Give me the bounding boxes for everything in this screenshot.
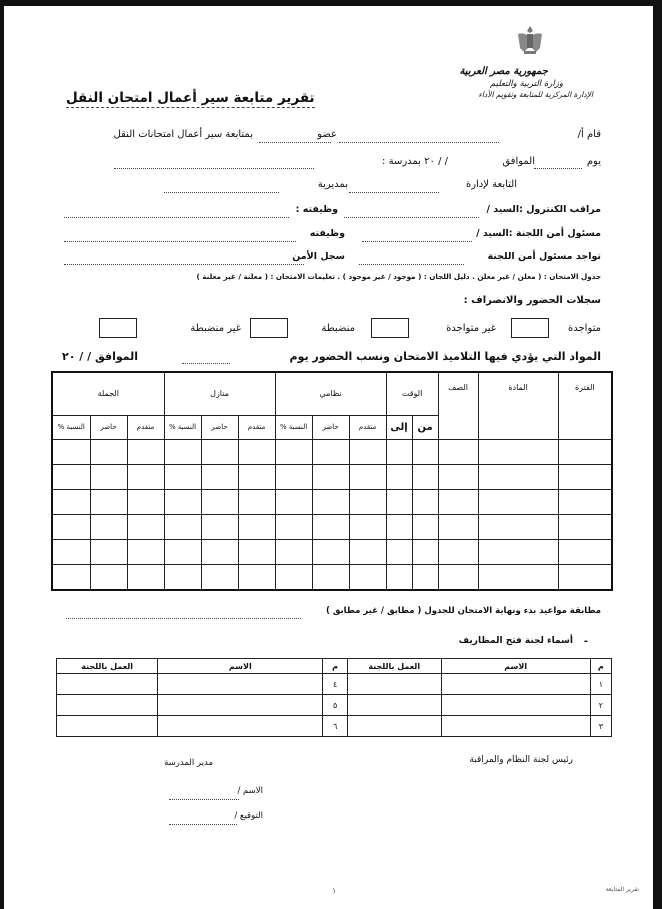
ministry-name: وزارة التربية والتعليم xyxy=(490,79,563,89)
school-director-label: مدير المدرسة xyxy=(164,758,213,768)
subjects-table-cell[interactable] xyxy=(201,565,238,590)
subjects-table-cell[interactable] xyxy=(438,515,478,540)
subjects-table-cell[interactable] xyxy=(90,439,127,464)
subjects-table-cell[interactable] xyxy=(127,439,164,464)
subjects-table-cell[interactable] xyxy=(558,565,612,590)
option-ok-checkbox[interactable] xyxy=(250,318,288,338)
subjects-table-cell[interactable] xyxy=(238,515,275,540)
option-not-ok-checkbox[interactable] xyxy=(99,318,137,338)
line4-dots-a[interactable] xyxy=(344,217,479,218)
line6-label-a: تواجد مسئول أمن اللجنة xyxy=(487,251,601,262)
subjects-table-cell[interactable] xyxy=(349,439,386,464)
committee-num: ٤ xyxy=(323,674,348,695)
subjects-table-cell[interactable] xyxy=(90,464,127,489)
signature-label: التوقيع / xyxy=(234,811,263,821)
line1-label-c: بمتابعة سير أعمال امتحانات النقل xyxy=(113,129,253,140)
subjects-table-row xyxy=(52,540,612,565)
subjects-table-cell[interactable] xyxy=(312,489,349,514)
committee-head-num-right: م xyxy=(590,659,611,674)
subjects-table-cell[interactable] xyxy=(275,464,312,489)
subjects-table-cell[interactable] xyxy=(349,464,386,489)
subjects-table-cell[interactable] xyxy=(238,540,275,565)
committee-head-signature-label: رئيس لجنة النظام والمراقبة xyxy=(469,755,573,765)
subjects-table-cell[interactable] xyxy=(386,515,412,540)
header-time-from: من xyxy=(412,415,438,439)
committee-num: ٣ xyxy=(590,716,611,737)
committee-name-cell[interactable] xyxy=(441,674,590,695)
subjects-table-row xyxy=(52,515,612,540)
option-present-checkbox[interactable] xyxy=(511,318,549,338)
subjects-table-cell[interactable] xyxy=(412,565,438,590)
line3-dots-b[interactable] xyxy=(164,192,279,193)
subjects-table-cell[interactable] xyxy=(349,515,386,540)
line1-label-b: عضو xyxy=(317,129,337,140)
committee-table xyxy=(56,658,612,737)
line5-label-b: وظيفته xyxy=(309,228,345,239)
committee-num: ٦ xyxy=(323,716,348,737)
committee-work-cell[interactable] xyxy=(57,674,158,695)
subjects-table-cell[interactable] xyxy=(164,439,201,464)
subjects-table-cell[interactable] xyxy=(312,565,349,590)
subjects-table-cell[interactable] xyxy=(438,464,478,489)
header-home-present: حاضر xyxy=(201,415,238,439)
subjects-table-cell[interactable] xyxy=(275,540,312,565)
subjects-table-cell[interactable] xyxy=(164,540,201,565)
option-present-label: متواجدة xyxy=(568,323,601,334)
subjects-table-cell[interactable] xyxy=(90,489,127,514)
line3-label-a: التابعة لإدارة xyxy=(465,179,517,190)
document-page xyxy=(4,6,653,909)
subjects-table-cell[interactable] xyxy=(349,565,386,590)
header-total: الجملة xyxy=(52,372,164,415)
header-period: الفترة xyxy=(558,372,612,439)
subjects-table-cell[interactable] xyxy=(238,464,275,489)
option-not-ok-label: غير منضبطة xyxy=(190,323,241,334)
subjects-table-cell[interactable] xyxy=(201,464,238,489)
line1-dots-b[interactable] xyxy=(259,142,331,143)
subjects-heading: المواد التي يؤدي فيها التلاميذ الامتحان ونسب الحضور يوم xyxy=(289,350,601,363)
subjects-table-cell[interactable] xyxy=(478,515,558,540)
subjects-table-row xyxy=(52,439,612,464)
subjects-table-cell[interactable] xyxy=(164,515,201,540)
subjects-table-cell[interactable] xyxy=(558,464,612,489)
committee-work-cell[interactable] xyxy=(347,695,441,716)
header-regular-applied: متقدم xyxy=(349,415,386,439)
header-regular-percent: النسبة % xyxy=(275,415,312,439)
header-home: منازل xyxy=(164,372,275,415)
option-absent-label: غير متواجدة xyxy=(446,323,496,334)
subjects-table-cell[interactable] xyxy=(312,540,349,565)
subjects-table-cell[interactable] xyxy=(412,464,438,489)
line6-dots-b[interactable] xyxy=(64,264,304,265)
corner-note: تقرير المتابعة xyxy=(605,886,639,893)
line3-dots-a[interactable] xyxy=(349,192,439,193)
eagle-emblem-icon xyxy=(514,24,546,56)
subjects-table-cell[interactable] xyxy=(349,540,386,565)
header-subject: المادة xyxy=(478,372,558,439)
subjects-table-cell[interactable] xyxy=(275,565,312,590)
exam-schedule-line: جدول الامتحان : ( معلن / غير معلن . دليل اللجان : ( موجود / غير موجود ) . تعليمات الامتحان : ( معلنة / غير معلنة ) xyxy=(196,272,601,281)
subjects-table-cell[interactable] xyxy=(127,464,164,489)
subjects-table-cell[interactable] xyxy=(438,489,478,514)
subjects-table-cell[interactable] xyxy=(412,515,438,540)
committee-num: ٥ xyxy=(323,695,348,716)
subjects-table-cell[interactable] xyxy=(438,540,478,565)
subjects-table-cell[interactable] xyxy=(52,464,90,489)
committee-work-cell[interactable] xyxy=(347,716,441,737)
line4-label-a: مراقب الكنترول :السيد / xyxy=(486,204,601,215)
line2-dots-b[interactable] xyxy=(114,168,314,169)
committee-num: ١ xyxy=(590,674,611,695)
subjects-table-cell[interactable] xyxy=(90,565,127,590)
subjects-table-cell[interactable] xyxy=(52,489,90,514)
committee-work-cell[interactable] xyxy=(57,716,158,737)
subjects-table xyxy=(51,371,613,591)
line2-label-c: / / ٢٠ بمدرسة : xyxy=(382,156,448,167)
subjects-table-cell[interactable] xyxy=(478,489,558,514)
line6-label-b: سجل الأمن xyxy=(292,251,345,262)
subjects-table-row xyxy=(52,489,612,514)
header-regular-present: حاضر xyxy=(312,415,349,439)
line2-label-b: الموافق xyxy=(502,156,535,167)
subjects-table-cell[interactable] xyxy=(275,489,312,514)
subjects-table-cell[interactable] xyxy=(412,540,438,565)
subjects-table-cell[interactable] xyxy=(312,439,349,464)
subjects-table-cell[interactable] xyxy=(127,540,164,565)
committee-dash: - xyxy=(583,636,588,647)
subjects-table-cell[interactable] xyxy=(438,565,478,590)
subjects-table-cell[interactable] xyxy=(164,489,201,514)
subjects-table-cell[interactable] xyxy=(127,515,164,540)
department-name: الإدارة المركزية للمتابعة وتقويم الأداء xyxy=(478,90,593,99)
subjects-table-cell[interactable] xyxy=(238,439,275,464)
line5-label-a: مسئول أمن اللجنة :السيد / xyxy=(476,228,601,239)
subjects-table-cell[interactable] xyxy=(412,439,438,464)
subjects-table-cell[interactable] xyxy=(201,439,238,464)
subjects-table-cell[interactable] xyxy=(312,464,349,489)
header-total-percent: النسبة % xyxy=(52,415,90,439)
report-title: تقرير متابعة سير أعمال امتحان النقل xyxy=(66,90,315,106)
name-dots[interactable] xyxy=(169,799,239,800)
header-total-present: حاضر xyxy=(90,415,127,439)
subjects-table-cell[interactable] xyxy=(238,565,275,590)
subjects-table-cell[interactable] xyxy=(558,540,612,565)
line1-dots-a[interactable] xyxy=(339,142,499,143)
subjects-table-row xyxy=(52,464,612,489)
committee-work-cell[interactable] xyxy=(347,674,441,695)
committee-num: ٢ xyxy=(590,695,611,716)
line6-dots-a[interactable] xyxy=(359,264,464,265)
subjects-table-cell[interactable] xyxy=(478,464,558,489)
subjects-table-cell[interactable] xyxy=(201,515,238,540)
committee-head-work-right: العمل باللجنة xyxy=(347,659,441,674)
attendance-title: سجلات الحضور والانصراف : xyxy=(463,295,601,306)
subjects-table-cell[interactable] xyxy=(412,489,438,514)
header-home-applied: متقدم xyxy=(238,415,275,439)
committee-name-cell[interactable] xyxy=(158,716,323,737)
line3-label-b: بمديرية xyxy=(317,179,348,190)
header-time: الوقت xyxy=(386,372,438,415)
subjects-table-cell[interactable] xyxy=(438,439,478,464)
committee-name-cell[interactable] xyxy=(158,695,323,716)
matching-line: مطابقة مواعيد بدء ونهاية الامتحان للجدول ( مطابق / غير مطابق ) xyxy=(325,606,601,616)
subjects-table-cell[interactable] xyxy=(558,515,612,540)
subjects-table-cell[interactable] xyxy=(52,540,90,565)
subjects-table-cell[interactable] xyxy=(275,439,312,464)
subjects-table-cell[interactable] xyxy=(386,439,412,464)
subjects-table-cell[interactable] xyxy=(90,540,127,565)
committee-name-cell[interactable] xyxy=(441,716,590,737)
header-grade: الصف xyxy=(438,372,478,439)
subjects-table-cell[interactable] xyxy=(478,565,558,590)
subjects-table-cell[interactable] xyxy=(127,565,164,590)
subjects-table-row xyxy=(52,565,612,590)
subjects-table-cell[interactable] xyxy=(90,515,127,540)
header-total-applied: متقدم xyxy=(127,415,164,439)
subjects-table-cell[interactable] xyxy=(558,439,612,464)
committee-head-name-left: الاسم xyxy=(158,659,323,674)
subjects-table-cell[interactable] xyxy=(478,540,558,565)
committee-head-work-left: العمل باللجنة xyxy=(57,659,158,674)
header-home-percent: النسبة % xyxy=(164,415,201,439)
option-absent-checkbox[interactable] xyxy=(371,318,409,338)
header-regular: نظامي xyxy=(275,372,386,415)
subjects-table-cell[interactable] xyxy=(312,515,349,540)
subjects-table-cell[interactable] xyxy=(238,489,275,514)
subjects-date: الموافق / / ٢٠ xyxy=(62,350,139,363)
line5-dots-a[interactable] xyxy=(362,241,472,242)
subjects-table-cell[interactable] xyxy=(386,464,412,489)
subjects-table-cell[interactable] xyxy=(52,565,90,590)
republic-name: جمهورية مصر العربية xyxy=(459,66,548,77)
page-number: ١ xyxy=(332,886,337,895)
line1-label-a: قام أ/ xyxy=(577,129,601,140)
subjects-table-cell[interactable] xyxy=(127,489,164,514)
subjects-table-cell[interactable] xyxy=(164,565,201,590)
subjects-table-cell[interactable] xyxy=(386,489,412,514)
header-time-to: إلى xyxy=(386,415,412,439)
subjects-table-cell[interactable] xyxy=(201,540,238,565)
committee-work-cell[interactable] xyxy=(57,695,158,716)
subjects-table-cell[interactable] xyxy=(52,439,90,464)
subjects-table-cell[interactable] xyxy=(349,489,386,514)
subjects-table-cell[interactable] xyxy=(201,489,238,514)
subjects-table-cell[interactable] xyxy=(386,540,412,565)
subjects-table-cell[interactable] xyxy=(52,515,90,540)
subjects-table-cell[interactable] xyxy=(558,489,612,514)
subjects-table-body xyxy=(52,439,612,590)
committee-name-cell[interactable] xyxy=(441,695,590,716)
option-ok-label: منضبطة xyxy=(321,323,355,334)
committee-name-cell[interactable] xyxy=(158,674,323,695)
subjects-table-cell[interactable] xyxy=(386,565,412,590)
line4-dots-b[interactable] xyxy=(64,217,289,218)
subjects-table-cell[interactable] xyxy=(275,515,312,540)
subjects-table-cell[interactable] xyxy=(478,439,558,464)
committee-title: أسماء لجنة فتح المظاريف xyxy=(458,636,573,646)
subjects-table-cell[interactable] xyxy=(164,464,201,489)
committee-head-name-right: الاسم xyxy=(441,659,590,674)
signature-dots[interactable] xyxy=(169,824,237,825)
line2-dots-a[interactable] xyxy=(534,168,582,169)
name-label: الاسم / xyxy=(237,786,263,796)
committee-head-num-left: م xyxy=(323,659,348,674)
line2-label-a: يوم xyxy=(586,156,601,167)
line5-dots-b[interactable] xyxy=(64,241,296,242)
matching-dots[interactable] xyxy=(66,618,301,619)
line4-label-b: وظيفته : xyxy=(295,204,338,215)
subjects-day-dots[interactable] xyxy=(182,363,230,364)
